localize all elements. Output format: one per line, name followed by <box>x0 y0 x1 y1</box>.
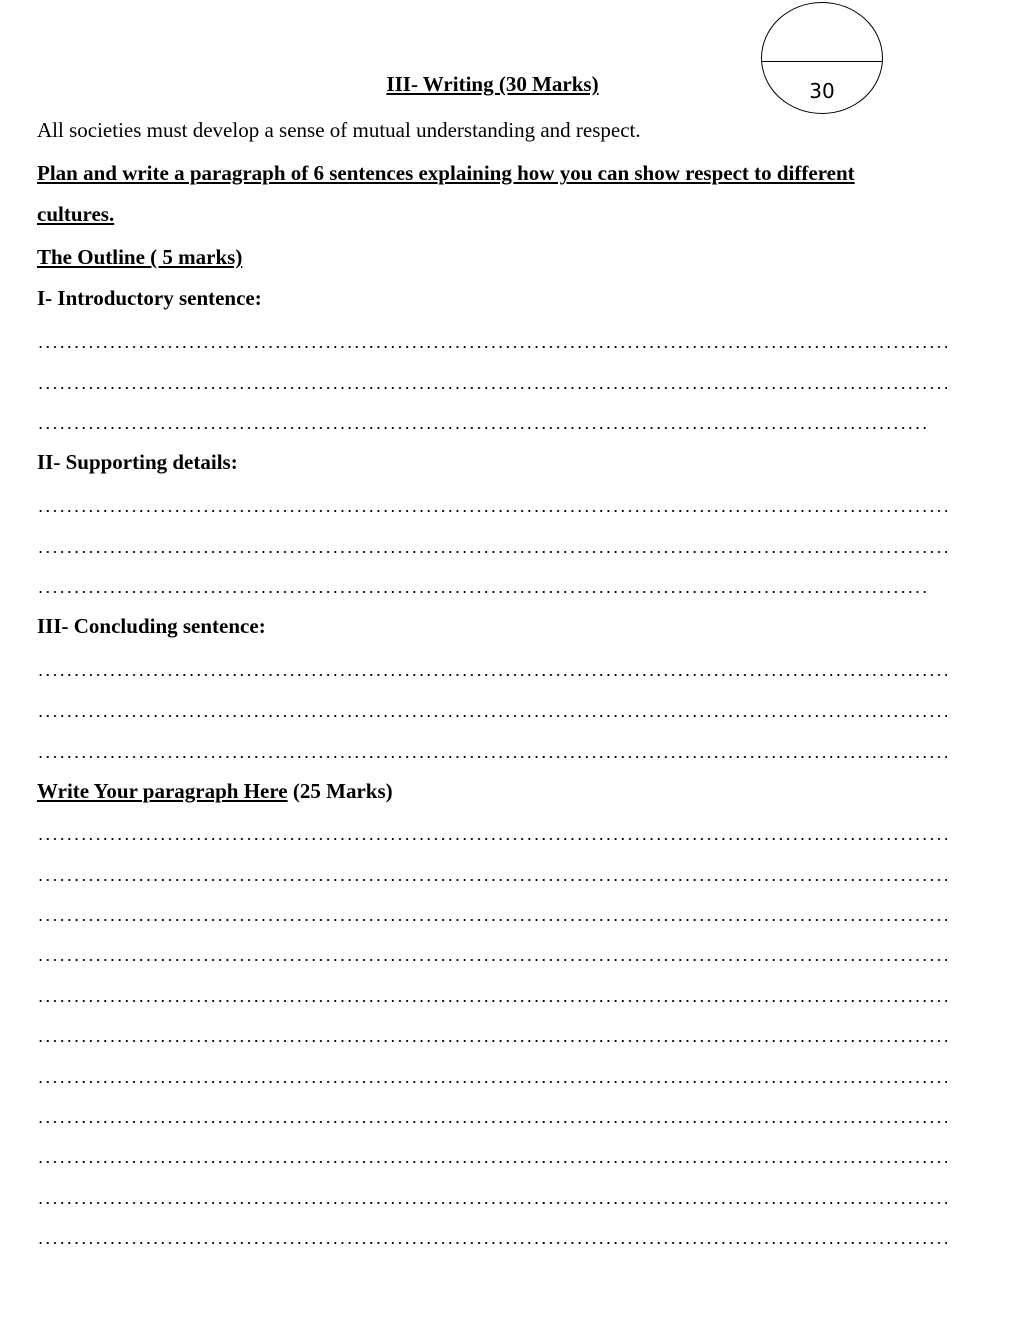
paragraph-answer-line-4[interactable] <box>37 943 947 965</box>
score-circle <box>761 2 883 114</box>
task-instruction-line-1: Plan and write a paragraph of 6 sentences explaining how you can show respect to different <box>37 161 855 185</box>
introductory-answer-line-1[interactable] <box>37 330 947 352</box>
paragraph-answer-line-11[interactable] <box>37 1226 947 1248</box>
paragraph-answer-line-8[interactable] <box>37 1105 947 1127</box>
paragraph-answer-line-5[interactable] <box>37 984 947 1006</box>
supporting-answer-line-2[interactable] <box>37 535 947 557</box>
task-instruction-line-2: cultures. <box>37 202 115 226</box>
paragraph-answer-line-2[interactable] <box>37 863 947 885</box>
paragraph-answer-line-9[interactable] <box>37 1145 947 1167</box>
concluding-answer-line-1[interactable] <box>37 658 947 680</box>
score-divider <box>762 61 882 62</box>
paragraph-answer-line-7[interactable] <box>37 1065 947 1087</box>
supporting-answer-line-1[interactable] <box>37 494 947 516</box>
concluding-sentence-label: III- Concluding sentence: <box>37 614 266 638</box>
introductory-answer-line-2[interactable] <box>37 371 947 393</box>
section-title: III- Writing (30 Marks) <box>386 72 599 96</box>
paragraph-marks: (25 Marks) <box>287 779 393 803</box>
introductory-answer-line-3[interactable] <box>37 411 929 433</box>
paragraph-heading <box>37 777 952 805</box>
supporting-answer-line-3[interactable] <box>37 575 929 597</box>
score-total: 30 <box>809 79 835 103</box>
paragraph-answer-line-3[interactable] <box>37 903 947 925</box>
concluding-answer-line-3[interactable] <box>37 740 947 762</box>
paragraph-title: Write Your paragraph Here <box>37 779 288 803</box>
paragraph-answer-line-10[interactable] <box>37 1186 947 1208</box>
prompt-intro: All societies must develop a sense of mutual understanding and respect. <box>37 118 641 142</box>
supporting-details-label: II- Supporting details: <box>37 450 238 474</box>
introductory-sentence-label: I- Introductory sentence: <box>37 286 262 310</box>
outline-title: The Outline ( 5 marks) <box>37 245 243 269</box>
paragraph-answer-line-1[interactable] <box>37 822 947 844</box>
concluding-answer-line-2[interactable] <box>37 699 947 721</box>
paragraph-answer-line-6[interactable] <box>37 1024 947 1046</box>
